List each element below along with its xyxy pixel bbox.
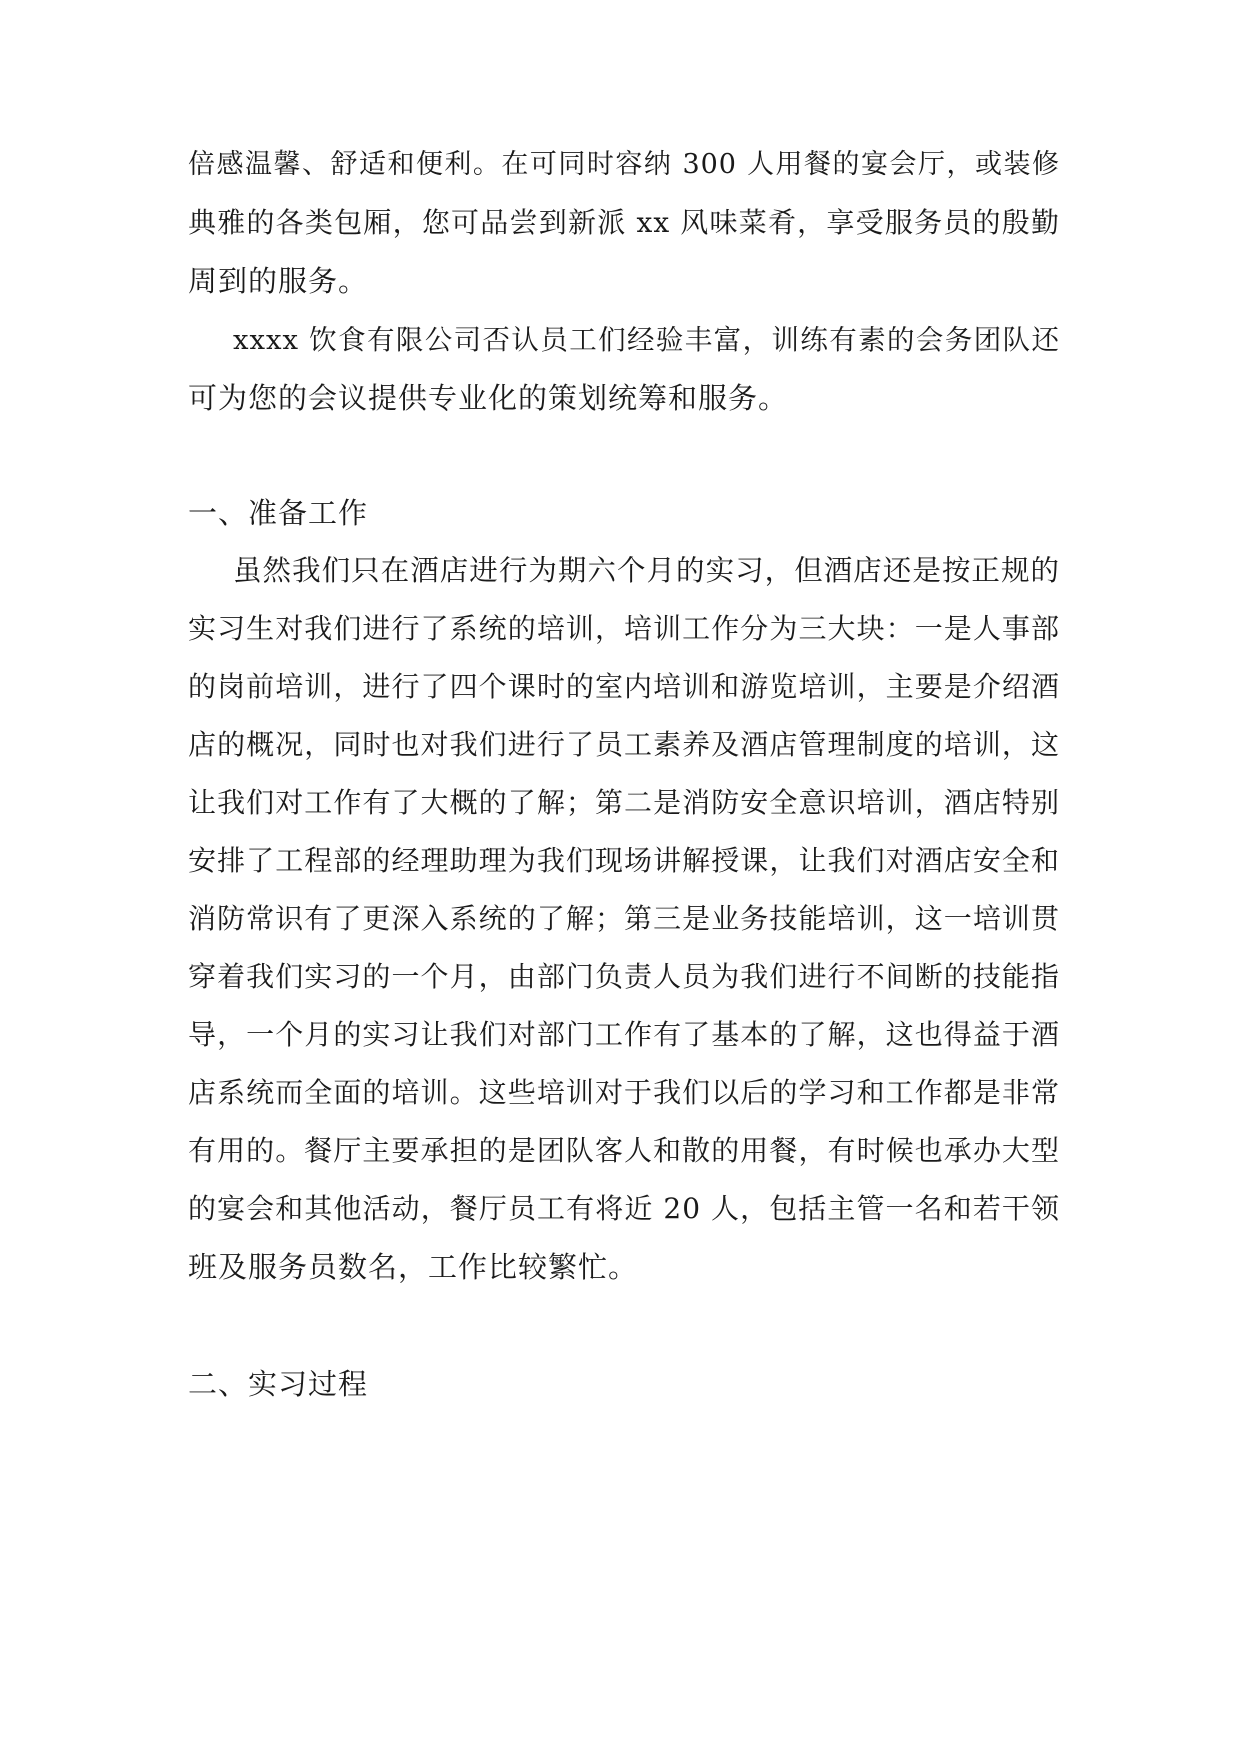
intro-line-2: 典雅的各类包厢，您可品尝到新派 xx 风味菜肴，享受服务员的殷勤 [188, 206, 1060, 239]
section-one-line-2: 实习生对我们进行了系统的培训，培训工作分为三大块：一是人事部 [188, 612, 1060, 645]
section-one-line-3: 的岗前培训，进行了四个课时的室内培训和游览培训，主要是介绍酒 [188, 670, 1060, 703]
company-line-2: 可为您的会议提供专业化的策划统筹和服务。 [188, 381, 789, 415]
section-one-line-7: 消防常识有了更深入系统的了解；第三是业务技能培训，这一培训贯 [188, 902, 1060, 935]
section-one-line-8: 穿着我们实习的一个月，由部门负责人员为我们进行不间断的技能指 [188, 960, 1060, 993]
intro-line-3: 周到的服务。 [188, 264, 369, 298]
section-one-line-4: 店的概况，同时也对我们进行了员工素养及酒店管理制度的培训，这 [188, 728, 1060, 761]
section-one-line-9: 导，一个月的实习让我们对部门工作有了基本的了解，这也得益于酒 [188, 1018, 1060, 1051]
section-one-line-1: 虽然我们只在酒店进行为期六个月的实习，但酒店还是按正规的 [233, 554, 1060, 587]
section-one-line-5: 让我们对工作有了大概的了解；第二是消防安全意识培训，酒店特别 [188, 786, 1060, 819]
section-one-line-13: 班及服务员数名，工作比较繁忙。 [188, 1250, 639, 1284]
section-two-heading: 二、实习过程 [188, 1367, 369, 1401]
intro-line-1: 倍感温馨、舒适和便利。在可同时容纳 300 人用餐的宴会厅，或装修 [188, 149, 1060, 180]
section-one-line-6: 安排了工程部的经理助理为我们现场讲解授课，让我们对酒店安全和 [188, 844, 1060, 877]
section-one-line-12: 的宴会和其他活动，餐厅员工有将近 20 人，包括主管一名和若干领 [188, 1192, 1060, 1225]
section-one-heading: 一、准备工作 [188, 496, 369, 530]
section-one-line-11: 有用的。餐厅主要承担的是团队客人和散的用餐，有时候也承办大型 [188, 1134, 1060, 1167]
company-line-1: xxxx 饮食有限公司否认员工们经验丰富，训练有素的会务团队还 [233, 324, 1060, 356]
section-one-line-10: 店系统而全面的培训。这些培训对于我们以后的学习和工作都是非常 [188, 1076, 1060, 1109]
